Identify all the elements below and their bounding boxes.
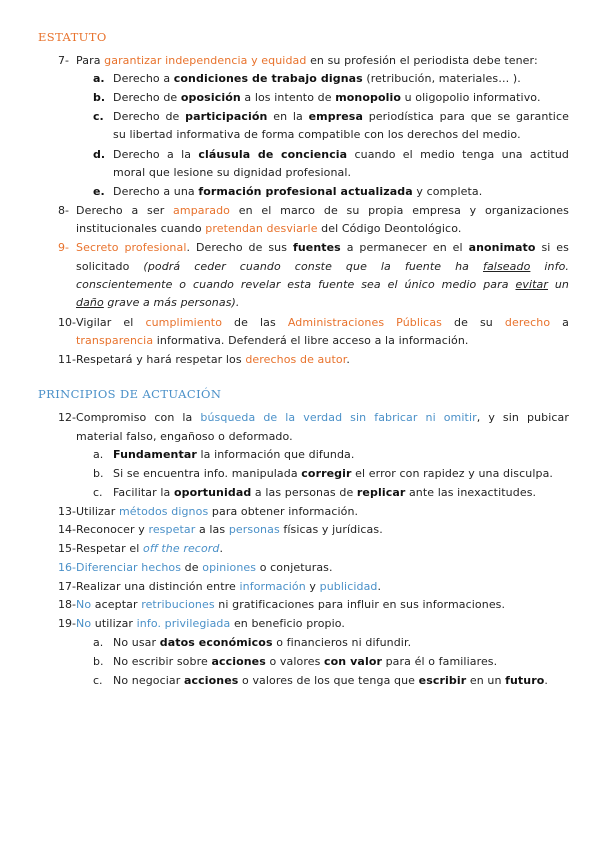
subitem-letter: b. <box>93 91 106 104</box>
item-18: No aceptar retribuciones ni gratificaciones para influir en sus informaciones. <box>76 598 506 611</box>
item-9-line-3: conscientemente o cuando revelar esta fuente sea el único medio para evitar un <box>76 278 569 291</box>
item-16: Diferenciar hechos de opiniones o conjeturas. <box>76 561 333 574</box>
subitem-letter: b. <box>93 655 104 668</box>
item-19a: No usar datos económicos o financieros ni difundir. <box>113 636 412 649</box>
item-7c-line-1: Derecho de participación en la empresa periodística para que se garantice <box>113 110 569 123</box>
item-12c: Facilitar la oportunidad a las personas de replicar ante las inexactitudes. <box>113 486 537 499</box>
item-number: 19- <box>58 617 76 630</box>
item-number: 16- <box>58 561 76 574</box>
item-8-line-1: Derecho a ser amparado en el marco de su propia empresa y organizaciones <box>76 204 569 217</box>
section-heading-principios: PRINCIPIOS DE ACTUACIÓN <box>38 387 222 401</box>
subitem-letter: a. <box>93 636 104 649</box>
item-10-line-1: Vigilar el cumplimiento de las Administraciones Públicas de su derecho a <box>76 316 570 329</box>
item-15: Respetar el off the record. <box>76 542 224 555</box>
subitem-letter: a. <box>93 448 104 461</box>
item-number: 9- <box>58 241 69 254</box>
item-number: 17- <box>58 580 76 593</box>
item-number: 13- <box>58 505 76 518</box>
item-number: 8- <box>58 204 69 217</box>
item-7e: Derecho a una formación profesional actualizada y completa. <box>113 185 483 198</box>
subitem-letter: c. <box>93 674 103 687</box>
item-17: Realizar una distinción entre información y publicidad. <box>76 580 382 593</box>
item-19: No utilizar info. privilegiada en beneficio propio. <box>76 617 345 630</box>
subitem-letter: c. <box>93 486 103 499</box>
item-number: 11- <box>58 353 76 366</box>
item-9-line-2: solicitado (podrá ceder cuando conste que la fuente ha falseado info. <box>76 260 569 273</box>
item-12-line-1: Compromiso con la búsqueda de la verdad sin fabricar ni omitir, y sin pubicar <box>76 411 569 424</box>
item-7-line-1: Para garantizar independencia y equidad en su profesión el periodista debe tener: <box>76 54 538 67</box>
item-number: 12- <box>58 411 76 424</box>
item-number: 18- <box>58 598 76 611</box>
item-12b: Si se encuentra info. manipulada corregir el error con rapidez y una disculpa. <box>113 467 554 480</box>
item-11: Respetará y hará respetar los derechos de autor. <box>76 353 350 366</box>
subitem-letter: e. <box>93 185 105 198</box>
item-7c-line-2: su libertad informativa de forma compatible con los derechos del medio. <box>113 128 521 141</box>
item-12a: Fundamentar la información que difunda. <box>113 448 355 461</box>
item-7b: Derecho de oposición a los intento de monopolio u oligopolio informativo. <box>113 91 541 104</box>
item-19c: No negociar acciones o valores de los que tenga que escribir en un futuro. <box>113 674 549 687</box>
item-14: Reconocer y respetar a las personas físicas y jurídicas. <box>76 523 383 536</box>
item-13: Utilizar métodos dignos para obtener información. <box>76 505 359 518</box>
item-number: 15- <box>58 542 76 555</box>
item-9-line-1: Secreto profesional. Derecho de sus fuentes a permanecer en el anonimato si es <box>76 241 569 254</box>
subitem-letter: b. <box>93 467 104 480</box>
section-heading-estatuto: ESTATUTO <box>38 30 107 44</box>
item-number: 14- <box>58 523 76 536</box>
item-7a: Derecho a condiciones de trabajo dignas (retribución, materiales… ). <box>113 72 521 85</box>
item-9-line-4: daño grave a más personas). <box>76 296 240 309</box>
item-12-line-2: material falso, engañoso o deformado. <box>76 430 293 443</box>
item-number: 7- <box>58 54 69 67</box>
subitem-letter: c. <box>93 110 104 123</box>
item-8-line-2: institucionales cuando pretendan desviarle del Código Deontológico. <box>76 222 462 235</box>
item-7d-line-2: moral que lesione su dignidad profesional. <box>113 166 352 179</box>
item-7d-line-1: Derecho a la cláusula de conciencia cuando el medio tenga una actitud <box>113 148 569 161</box>
item-10-line-2: transparencia informativa. Defenderá el libre acceso a la información. <box>76 334 469 347</box>
item-number: 10- <box>58 316 76 329</box>
subitem-letter: d. <box>93 148 106 161</box>
item-19b: No escribir sobre acciones o valores con valor para él o familiares. <box>113 655 498 668</box>
subitem-letter: a. <box>93 72 105 85</box>
